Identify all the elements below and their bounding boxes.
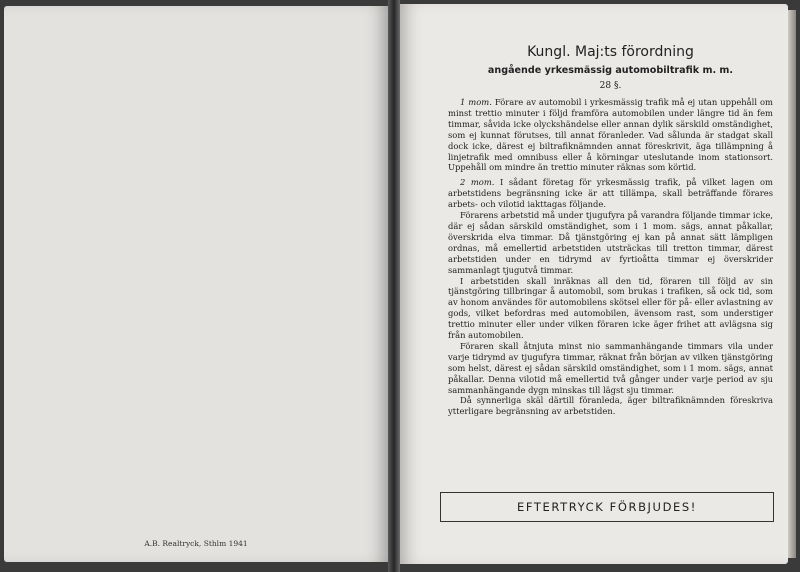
body-text <box>448 97 773 417</box>
page-title: Kungl. Maj:ts förordning <box>527 44 694 60</box>
section-number: 28 §. <box>599 81 622 91</box>
paragraph: 1 mom. Förare av automobil i yrkesmässig trafik må ej utan uppehåll om minst trettio minuter i följd framföra automobilen under längre tid än fem timmar, såvida icke olyckshändelse eller annan dylik särskild omständighet, som ej kunnat förutses, till annat föranleder. Vad sålunda är stadgat skall dock icke, därest ej biltrafiknämnden annat föreskrivit, äga tillämpning å linjetrafik med omnibuss eller å körningar uteslutande inom stationsort. Uppehåll om mindre än trettio minuter räknas som körtid. <box>448 97 773 173</box>
book-gutter <box>388 0 400 572</box>
paragraph: Föraren skall åtnjuta minst nio sammanhängande timmars vila under varje tidrymd av tjugufyra timmar, räknat från början av vilken tjänstgöring som helst, därest ej sådan särskild omständighet, som i 1 mom. sägs, annat påkallar. Denna vilotid må emellertid två gånger under varje period av sju sammanhängande dygn minskas till lägst sju timmar. <box>448 340 773 395</box>
moment-label: 2 mom. <box>460 177 495 188</box>
right-page <box>400 4 788 564</box>
paragraph: Förarens arbetstid må under tjugufyra på varandra följande timmar icke, där ej sådan särskild omständighet, som i 1 mom. sägs, annat påkallar, överskrida elva timmar. Då tjänstgöring ej kan på annat sätt lämpligen ordnas, må emellertid arbetstiden utsträckas till tretton timmar, därest arbetstiden under en tidrymd av fyrtioåtta timmar ej överskrider sammanlagt tjugutvå timmar. <box>448 210 773 275</box>
moment-label: 1 mom. <box>460 97 492 107</box>
reprint-notice-box: EFTERTRYCK FÖRBJUDES! <box>440 492 774 522</box>
paragraph: 2 mom. I sådant företag för yrkesmässig trafik, på vilket lagen om arbetstidens begränsning icke är att tillämpa, skall beträffande förares arbets- och vilotid iakttagas följande. <box>448 177 774 210</box>
page-subtitle: angående yrkesmässig automobiltrafik m. m. <box>487 65 734 76</box>
page-content <box>448 44 773 417</box>
left-page <box>4 6 388 562</box>
printer-imprint: A.B. Realtryck, Sthlm 1941 <box>144 539 248 548</box>
paragraph: Då synnerliga skäl därtill föranleda, äger biltrafiknämnden föreskriva ytterligare begränsning av arbetstiden. <box>448 395 773 417</box>
paragraph: I arbetstiden skall inräknas all den tid, föraren till följd av sin tjänstgöring tillbringar å automobil, som brukas i trafiken, så ock tid, som av honom användes för automobilens skötsel eller för på- eller avlastning av gods, vilket befordras med automobilen, ävensom rast, som understiger trettio minuter eller under vilken föraren icke äger frihet att avlägsna sig från automobilen. <box>448 275 773 341</box>
page-edge <box>788 10 796 558</box>
